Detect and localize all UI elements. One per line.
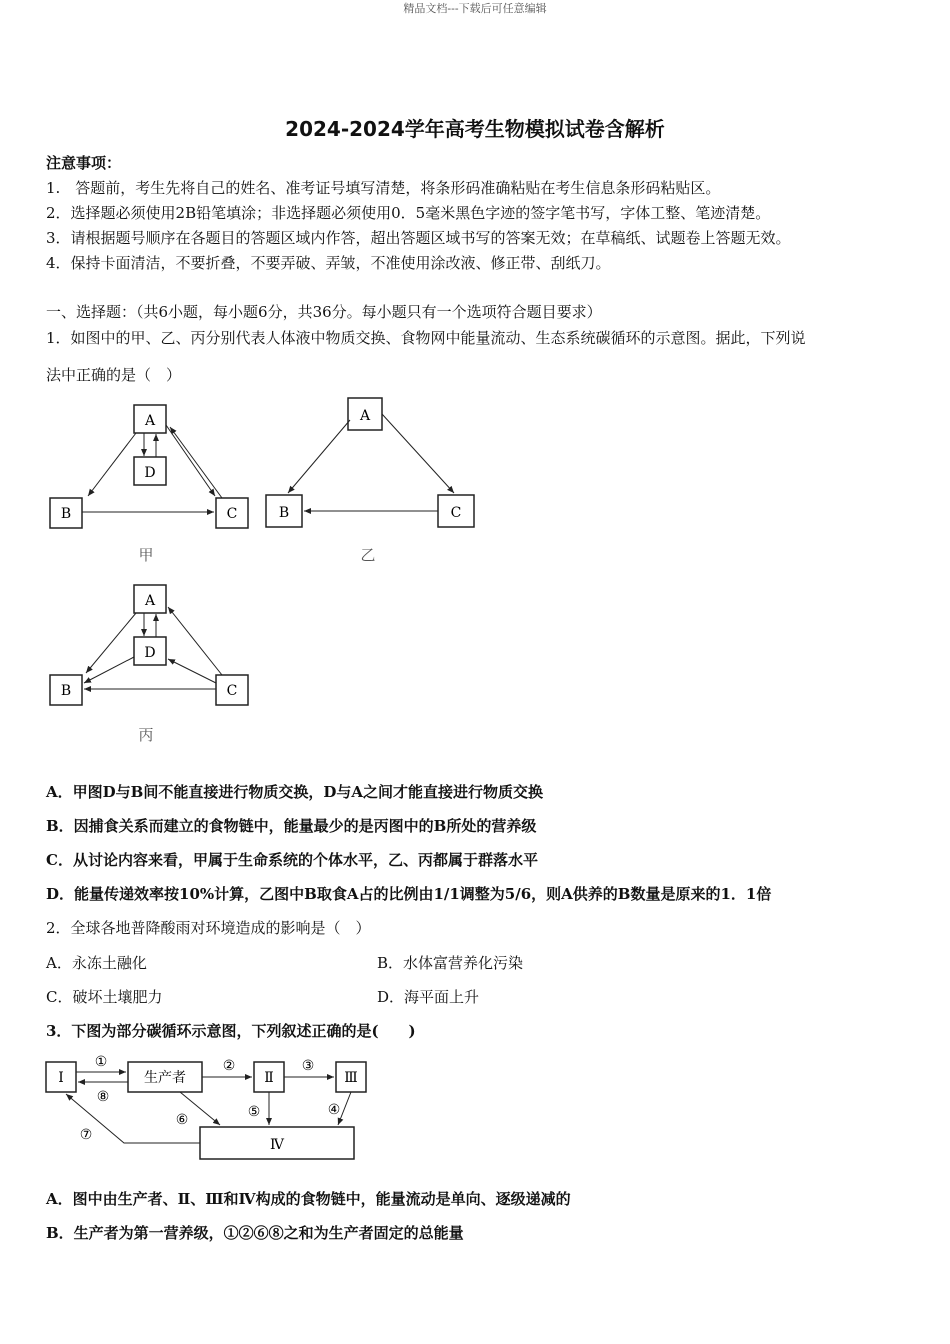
diagram-bing (40, 577, 260, 752)
node-label-b: B (278, 505, 290, 521)
q3-option-a: A．图中由生产者、Ⅱ、Ⅲ和Ⅳ构成的食物链中，能量流动是单向、逐级递减的 (46, 1190, 571, 1208)
diagram-yi (258, 390, 488, 570)
label-6: ⑥ (175, 1112, 189, 1128)
notice-heading: 注意事项： (46, 154, 122, 172)
notice-item: 3．请根据题号顺序在各题目的答题区域内作答，超出答题区域书写的答案无效；在草稿纸、试题卷上答题无效。 (46, 229, 791, 247)
diagram-caption: 甲 (138, 546, 154, 564)
node-label-i: Ⅰ (58, 1070, 64, 1086)
node-label-iv: Ⅳ (270, 1137, 284, 1153)
q2-option-c: C．破坏土壤肥力 (46, 988, 163, 1006)
q1-option-b: B．因捕食关系而建立的食物链中，能量最少的是丙图中的B所处的营养级 (46, 817, 537, 835)
page-header: 精品文档---下载后可任意编辑 (403, 2, 547, 15)
node-label-c: C (450, 505, 462, 521)
notice-item: 4．保持卡面清洁，不要折叠，不要弄破、弄皱，不准使用涂改液、修正带、刮纸刀。 (46, 254, 611, 272)
node-label-c: C (226, 506, 238, 522)
label-3: ③ (301, 1058, 315, 1074)
node-label-d: D (144, 645, 156, 661)
q3-option-b: B．生产者为第一营养级，①②⑥⑧之和为生产者固定的总能量 (46, 1224, 464, 1242)
q2-option-b: B．水体富营养化污染 (377, 954, 524, 972)
diagram-caption: 丙 (138, 726, 154, 744)
label-7: ⑦ (79, 1127, 93, 1143)
notice-item: 1. 答题前，考生先将自己的姓名、准考证号填写清楚，将条形码准确粘贴在考生信息条形码粘贴区。 (46, 179, 721, 197)
node-label-iii: Ⅲ (344, 1070, 358, 1086)
notice-item: 2．选择题必须使用2B铅笔填涂；非选择题必须使用0．5毫米黑色字迹的签字笔书写，字体工整、笔迹清楚。 (46, 204, 771, 222)
node-label-ii: Ⅱ (264, 1070, 274, 1086)
node-label-a: A (359, 408, 371, 424)
question-1-stem: 1．如图中的甲、乙、丙分别代表人体液中物质交换、食物网中能量流动、生态系统碳循环的示意图。据此，下列说 (46, 329, 806, 347)
q1-option-d: D．能量传递效率按10%计算，乙图中B取食A占的比例由1/1调整为5/6，则A供养的B数量是原来的1．1倍 (46, 885, 772, 903)
node-label-c: C (226, 683, 238, 699)
q2-option-d: D．海平面上升 (377, 988, 480, 1006)
q1-option-a: A．甲图D与B间不能直接进行物质交换，D与A之间才能直接进行物质交换 (46, 783, 543, 801)
node-label-producer: 生产者 (144, 1070, 186, 1086)
label-1: ① (94, 1054, 108, 1070)
q1-option-c: C．从讨论内容来看，甲属于生命系统的个体水平，乙、丙都属于群落水平 (46, 851, 538, 869)
question-1-stem-cont: 法中正确的是（ ） (46, 366, 182, 384)
q2-option-a: A．永冻土融化 (46, 954, 147, 972)
label-8: ⑧ (96, 1089, 110, 1105)
page-title: 2024-2024学年高考生物模拟试卷含解析 (285, 117, 665, 141)
node-label-b: B (60, 683, 72, 699)
question-3-stem: 3．下图为部分碳循环示意图，下列叙述正确的是( ) (46, 1022, 416, 1040)
diagram-jia (40, 395, 260, 570)
diagram-caption: 乙 (360, 546, 376, 564)
label-4: ④ (327, 1102, 341, 1118)
question-2-stem: 2．全球各地普降酸雨对环境造成的影响是（ ） (46, 919, 371, 937)
section-heading: 一、选择题：（共6小题，每小题6分，共36分。每小题只有一个选项符合题目要求） (46, 303, 602, 321)
node-label-d: D (144, 465, 156, 481)
node-label-a: A (144, 593, 156, 609)
carbon-cycle-diagram (40, 1048, 370, 1166)
node-label-b: B (60, 506, 72, 522)
node-label-a: A (144, 413, 156, 429)
label-5: ⑤ (247, 1104, 261, 1120)
label-2: ② (222, 1058, 236, 1074)
